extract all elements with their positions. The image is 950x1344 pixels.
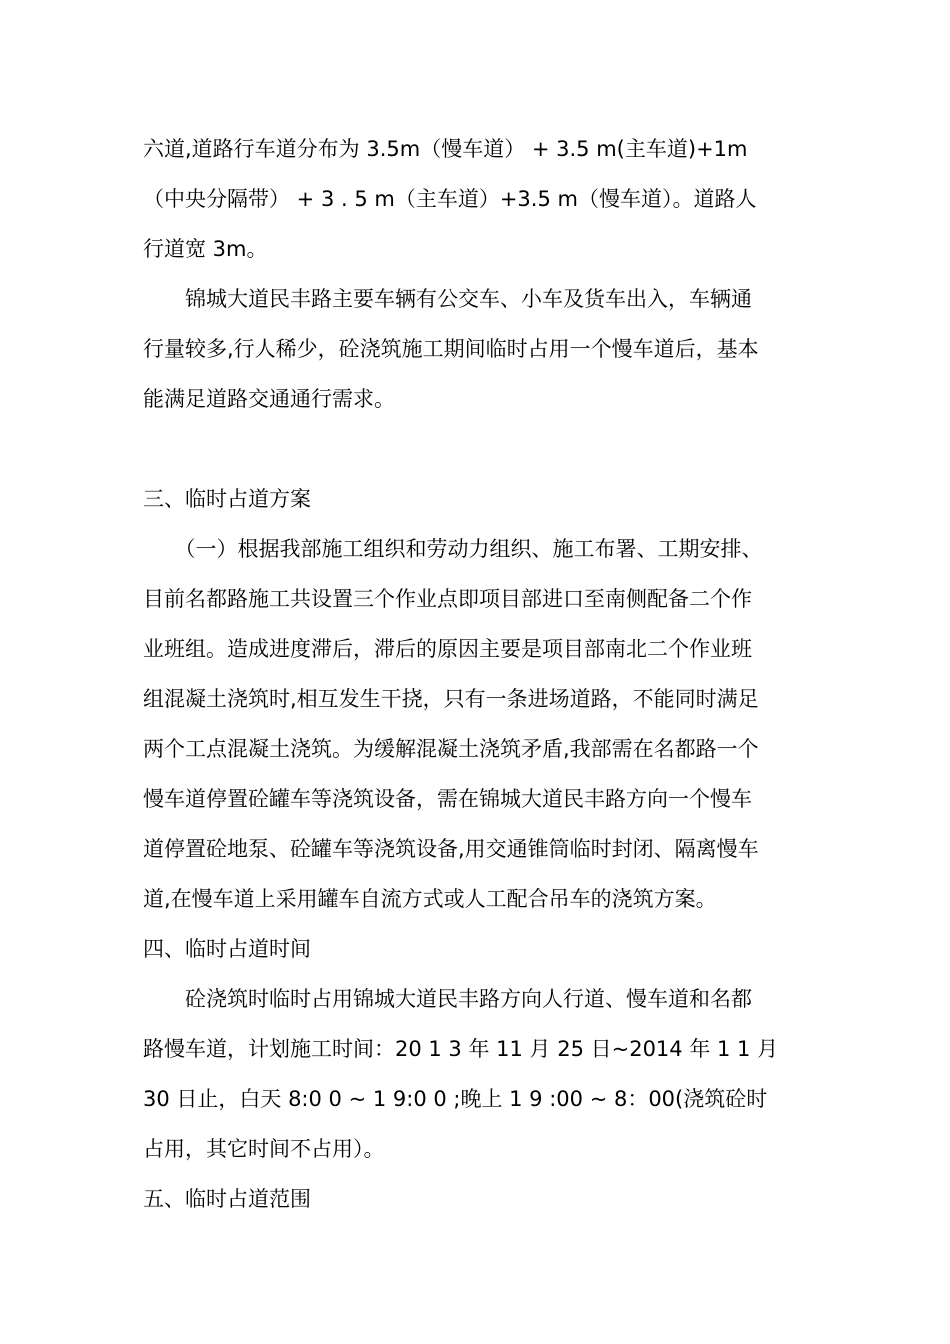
text-line: 六道,道路行车道分布为 3.5m（慢车道） + 3.5 m(主车道)+1m (143, 137, 748, 161)
section-3-body (143, 524, 807, 924)
text-line: 两个工点混凝土浇筑。为缓解混凝土浇筑矛盾,我部需在名都路一个 (143, 737, 759, 761)
text-line: 能满足道路交通通行需求。 (143, 387, 395, 411)
text-line: 业班组。造成进度滞后，滞后的原因主要是项目部南北二个作业班 (143, 637, 752, 661)
text-line: 组混凝土浇筑时,相互发生干挠，只有一条进场道路，不能同时满足 (143, 687, 759, 711)
text-line: 砼浇筑时临时占用锦城大道民丰路方向人行道、慢车道和名都 (143, 987, 752, 1011)
section-heading-4: 四、临时占道时间 (143, 937, 311, 961)
text-line: 占用，其它时间不占用）。 (143, 1137, 385, 1161)
paragraph-traffic (143, 274, 807, 424)
section-4-body (143, 974, 807, 1174)
text-line: 行道宽 3m。 (143, 237, 268, 261)
section-heading-3: 三、临时占道方案 (143, 487, 311, 511)
text-line: 30 日止，白天 8:0 0 ~ 1 9:0 0 ;晚上 1 9 :00 ~ 8：00(浇筑砼时 (143, 1087, 768, 1111)
section-heading-5: 五、临时占道范围 (143, 1187, 311, 1211)
blank-line (143, 424, 807, 474)
text-line: 道停置砼地泵、砼罐车等浇筑设备,用交通锥筒临时封闭、隔离慢车 (143, 837, 759, 861)
text-line: （一）根据我部施工组织和劳动力组织、施工布署、工期安排、 (143, 537, 763, 561)
paragraph-continued (143, 124, 807, 274)
text-line: 路慢车道，计划施工时间：20 1 3 年 11 月 25 日~2014 年 1 1 月 (143, 1037, 779, 1061)
text-line: 目前名都路施工共设置三个作业点即项目部进口至南侧配备二个作 (143, 587, 752, 611)
text-line: （中央分隔带） + 3 . 5 m（主车道）+3.5 m（慢车道）。道路人 (143, 187, 757, 211)
text-line: 道,在慢车道上采用罐车自流方式或人工配合吊车的浇筑方案。 (143, 887, 717, 911)
document-body (143, 124, 807, 1224)
text-line: 慢车道停置砼罐车等浇筑设备，需在锦城大道民丰路方向一个慢车 (143, 787, 752, 811)
text-line: 锦城大道民丰路主要车辆有公交车、小车及货车出入，车辆通 (143, 287, 752, 311)
text-line: 行量较多,行人稀少，砼浇筑施工期间临时占用一个慢车道后，基本 (143, 337, 759, 361)
